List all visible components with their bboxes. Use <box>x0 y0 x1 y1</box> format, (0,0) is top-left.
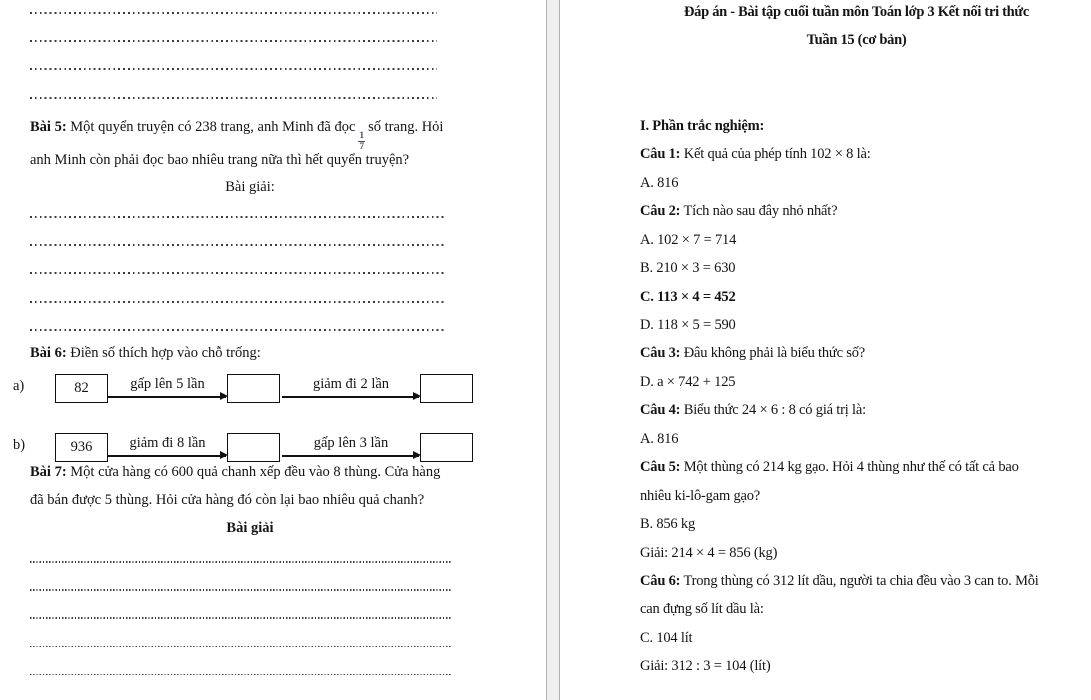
answer-key-subtitle: Tuần 15 (cơ bản) <box>806 32 907 49</box>
answer-line: A. 102 × 7 = 714 <box>640 231 737 248</box>
dotted-answer-line <box>30 272 444 274</box>
arrow-line <box>282 455 419 457</box>
dotted-answer-line <box>30 589 451 591</box>
bai7-label: Bài 7: <box>30 464 67 480</box>
bai7-text: Một cửa hàng có 600 quả chanh xếp đều vào 8 thùng. Cửa hàng <box>66 464 441 480</box>
answer-line: Câu 1: Kết quả của phép tính 102 × 8 là: <box>640 146 871 163</box>
answer-key-title: Đáp án - Bài tập cuối tuần môn Toán lớp 3 Kết nối tri thức <box>684 4 1029 20</box>
bai5-text-after: số trang. Hỏi <box>368 119 444 135</box>
answer-line: can đựng số lít dầu là: <box>640 601 764 618</box>
dotted-answer-line <box>30 646 451 648</box>
row-b-label: b) <box>13 437 26 453</box>
arrow-line <box>108 455 226 457</box>
bai6-heading <box>30 339 261 367</box>
row-a-label: a) <box>13 378 25 394</box>
row-b-start-value: 936 <box>70 439 93 455</box>
dotted-answer-line <box>30 40 437 42</box>
answer-line: Câu 6: Trong thùng có 312 lít dầu, người ta chia đều vào 3 can to. Mỗi <box>640 573 1039 590</box>
bai6-label: Bài 6: <box>30 345 67 361</box>
answer-line: C. 113 × 4 = 452 <box>640 288 736 305</box>
answer-lines <box>640 140 1073 681</box>
answer-line: C. 104 lít <box>640 629 693 646</box>
answer-line: B. 856 kg <box>640 516 695 533</box>
answer-line: nhiêu ki-lô-gam gạo? <box>640 487 761 504</box>
row-a-arrow-2 <box>282 374 420 404</box>
spacer <box>640 83 1073 111</box>
row-a-middle-box[interactable] <box>227 374 280 403</box>
dotted-answer-line <box>30 301 444 303</box>
answer-line: D. a × 742 + 125 <box>640 373 736 390</box>
answer-line: D. 118 × 5 = 590 <box>640 316 736 333</box>
bai-giai-heading-1: Bài giải: <box>225 179 275 195</box>
row-b-step1-label: giảm đi 8 lần <box>129 435 206 451</box>
answer-line: Câu 5: Một thùng có 214 kg gạo. Hỏi 4 thùng như thế có tất cả bao <box>640 459 1019 476</box>
dotted-answer-line <box>30 674 451 676</box>
dotted-answer-line <box>30 329 444 331</box>
row-a-start-box <box>55 374 108 403</box>
fraction-numerator: 1 <box>359 131 365 141</box>
bai6-row-a <box>13 374 488 404</box>
answer-line: Câu 3: Đâu không phải là biểu thức số? <box>640 345 865 362</box>
answer-key-page[interactable] <box>559 0 1091 700</box>
dotted-answer-line <box>30 216 444 218</box>
arrow-line <box>282 396 419 398</box>
answer-key-content <box>640 0 1073 681</box>
row-a-end-box[interactable] <box>420 374 473 403</box>
arrow-line <box>108 396 226 398</box>
answer-dots-group-bottom <box>30 561 451 675</box>
answer-line: Giải: 312 : 3 = 104 (lít) <box>640 658 771 675</box>
dotted-answer-line <box>30 97 437 99</box>
bai5-text-before: Một quyển truyện có 238 trang, anh Minh đã đọc <box>66 119 356 135</box>
answer-line: B. 210 × 3 = 630 <box>640 260 736 277</box>
fraction-denominator: 7 <box>359 142 365 152</box>
row-b-step2-label: gấp lên 3 lần <box>313 435 389 451</box>
answer-line: Câu 2: Tích nào sau đây nhỏ nhất? <box>640 203 838 220</box>
spacer <box>640 55 1073 83</box>
answer-dots-group-mid <box>30 216 444 331</box>
answer-line: Giải: 214 × 4 = 856 (kg) <box>640 544 778 561</box>
row-a-step2-label: giảm đi 2 lần <box>312 376 390 392</box>
answer-line: A. 816 <box>640 174 679 191</box>
answer-dots-group-top <box>30 12 437 99</box>
bai-giai-heading-2: Bài giải <box>226 520 274 536</box>
section-heading: I. Phần trắc nghiệm: <box>640 117 765 134</box>
dotted-answer-line <box>30 12 437 14</box>
dotted-answer-line <box>30 68 437 70</box>
bai7-line2: đã bán được 5 thùng. Hỏi cửa hàng đó còn lại bao nhiêu quả chanh? <box>30 492 425 508</box>
bai5-line2: anh Minh còn phải đọc bao nhiêu trang nữa thì hết quyển truyện? <box>30 152 410 168</box>
bai7-line1 <box>30 458 440 486</box>
answer-line: A. 816 <box>640 430 679 447</box>
row-a-step1-label: gấp lên 5 lần <box>130 376 205 392</box>
dotted-answer-line <box>30 244 444 246</box>
dotted-answer-line <box>30 561 451 563</box>
row-a-start-value: 82 <box>74 380 89 396</box>
row-a-arrow-1 <box>108 374 227 404</box>
bai5-label: Bài 5: <box>30 119 67 135</box>
dotted-answer-line <box>30 617 451 619</box>
bai6-text: Điền số thích hợp vào chỗ trống: <box>66 345 261 361</box>
answer-line: Câu 4: Biểu thức 24 × 6 : 8 có giá trị là: <box>640 402 866 419</box>
